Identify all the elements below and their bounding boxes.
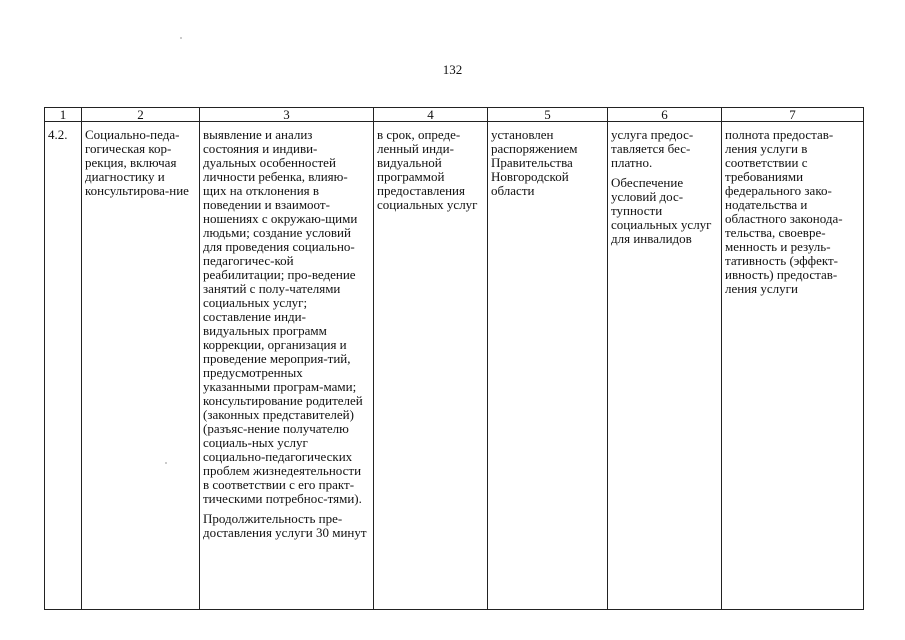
service-content-text: выявление и анализ состояния и индиви-дуальных особенностей личности ребенка, влияю-щих на отклонения в поведении и взаимоот-ношениях с окружаю-щими людьми; создание условий для проведения социально-педагогичес-кой реабилитации; про-ведение занятий с полу-чателями социальных услуг; составление инди-видуальных программ коррекции, организация и проведение мероприя-тий, предусмотренных указанными програм-мами; консультирование родителей (законных представителей) (разъяс-нение получателю социаль-ных услуг социально-педагогических проблем жизнедеятельности в соответствии с его практ-тическими потребнос-тями). — [203, 127, 363, 506]
service-content-cell — [200, 122, 374, 610]
header-col-2: 2 — [82, 108, 200, 122]
header-col-1: 1 — [45, 108, 82, 122]
conditions-free-text: услуга предос-тавляется бес-платно. — [611, 127, 694, 170]
row-number: 4.2. — [45, 122, 82, 610]
service-quality-cell: полнота предостав-ления услуги в соответствии с требованиями федерального зако-нодательства и областного законода-тельства, своевре-менность и резуль-тативность (эффект-ивность) предостав-ления услуги — [722, 122, 864, 610]
service-conditions-cell — [608, 122, 722, 610]
service-name-cell: Социально-педа-гогическая кор-рекция, включая диагностику и консультирова-ние — [82, 122, 200, 610]
scan-speck — [180, 37, 182, 39]
service-duration-text: Продолжительность пре-доставления услуги 30 минут — [203, 511, 367, 540]
header-col-3: 3 — [200, 108, 374, 122]
scan-speck — [165, 462, 167, 464]
header-col-7: 7 — [722, 108, 864, 122]
header-col-6: 6 — [608, 108, 722, 122]
page-number: 132 — [442, 62, 463, 77]
header-col-5: 5 — [488, 108, 608, 122]
conditions-accessibility-text: Обеспечение условий дос-тупности социальных услуг для инвалидов — [611, 175, 712, 246]
header-row — [45, 108, 864, 122]
service-tariff-cell: установлен распоряжением Правительства Новгородской области — [488, 122, 608, 610]
service-term-cell: в срок, опреде-ленный инди-видуальной программой предоставления социальных услуг — [374, 122, 488, 610]
services-table — [44, 107, 864, 610]
header-col-4: 4 — [374, 108, 488, 122]
table-row — [45, 122, 864, 610]
